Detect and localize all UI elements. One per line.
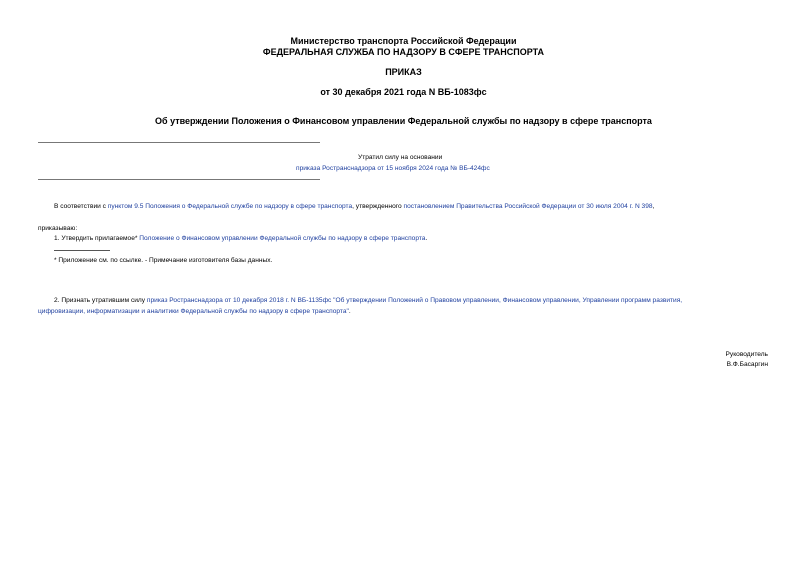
item-1-prefix: 1. Утвердить прилагаемое* (54, 235, 140, 242)
notice-link[interactable]: приказа Ространснадзора от 15 ноября 2024 года № ВБ-424фс (296, 165, 490, 172)
item-2 (54, 296, 682, 305)
signature-position: Руководитель (725, 351, 768, 358)
preamble-middle: , утвержденного (352, 203, 404, 210)
notice-top-rule (38, 142, 320, 143)
revoked-order-link-line-1[interactable]: приказ Ространснадзора от 10 декабря 2018 г. N ВБ-1135фс "Об утверждении Положений о Правовом управлении, Финансовом управлении, Управлении программ развития, (146, 297, 683, 304)
footnote: * Приложение см. по ссылке. - Примечание изготовителя базы данных. (54, 257, 273, 264)
notice-bottom-rule (38, 179, 320, 180)
ministry-name: Министерство транспорта Российской Федерации (290, 36, 517, 46)
document-title: Об утверждении Положения о Финансовом управлении Федеральной службы по надзору в сфере транспорта (155, 116, 652, 126)
regulation-link[interactable]: пунктом 9.5 Положения о Федеральной службе по надзору в сфере транспорта (107, 203, 353, 210)
revoked-order-link-line-2[interactable]: цифровизации, информатизации и аналитики Федеральной службы по надзору в сфере транспорта" (38, 308, 349, 315)
item-1 (54, 234, 427, 243)
regulation-document-link[interactable]: Положение о Финансовом управлении Федеральной службы по надзору в сфере транспорта (139, 235, 426, 242)
document-type: ПРИКАЗ (385, 67, 422, 77)
preamble-paragraph (54, 202, 654, 211)
item-2-prefix: 2. Признать утратившим силу (54, 297, 147, 304)
signature-name: В.Ф.Басаргин (726, 361, 768, 368)
government-decree-link[interactable]: постановлением Правительства Российской Федерации от 30 июля 2004 г. N 398 (403, 203, 653, 210)
order-word: приказываю: (38, 225, 78, 232)
footnote-rule (54, 250, 110, 251)
preamble-prefix: В соответствии с (54, 203, 108, 210)
service-name: ФЕДЕРАЛЬНАЯ СЛУЖБА ПО НАДЗОРУ В СФЕРЕ ТРАНСПОРТА (262, 47, 545, 57)
preamble-suffix: , (652, 203, 655, 210)
document-date: от 30 декабря 2021 года N ВБ-1083фс (320, 87, 487, 97)
item-2-continuation (38, 307, 351, 316)
item-1-suffix: . (425, 235, 428, 242)
notice-text: Утратил силу на основании (358, 154, 443, 161)
item-2-suffix: . (348, 308, 351, 315)
